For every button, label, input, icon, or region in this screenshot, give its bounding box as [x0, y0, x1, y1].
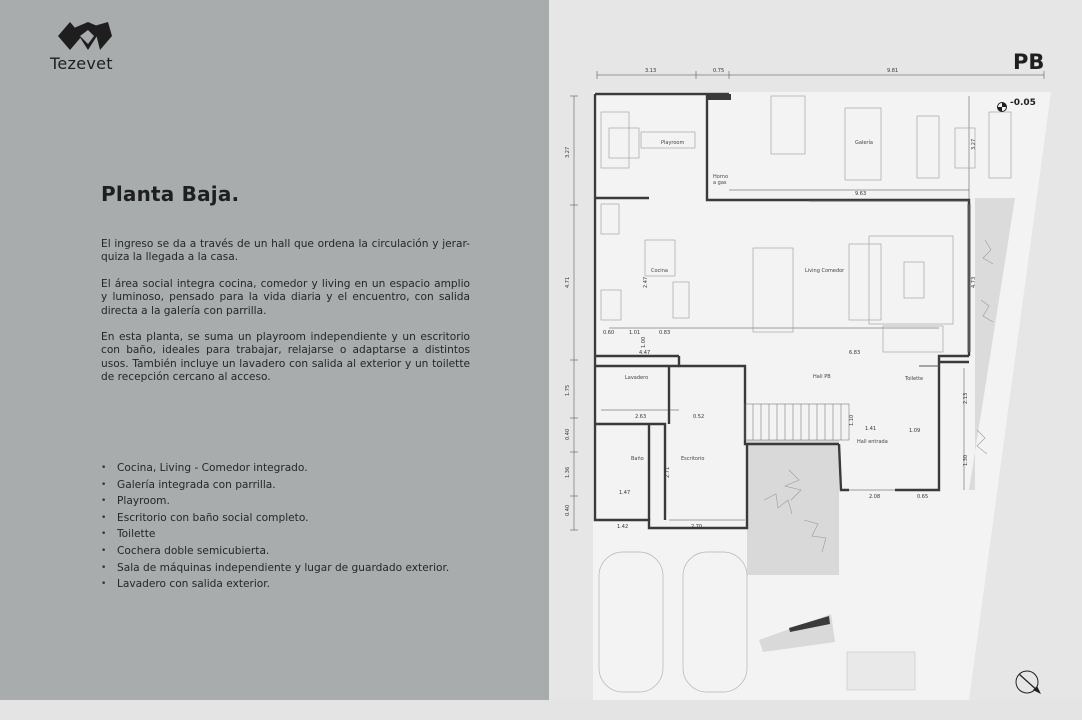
dimension-label: 1.01 [629, 330, 641, 336]
dimension-label: 1.42 [617, 524, 629, 530]
dimension-label: 1.47 [619, 490, 631, 496]
dimension-label: 0.60 [603, 330, 615, 336]
floor-plan [549, 0, 1082, 720]
dimension-label: 0.75 [713, 68, 725, 74]
room-label: Hall entrada [857, 439, 888, 445]
dimension-label: 0.83 [659, 330, 671, 336]
feature-item: • Toilette [101, 526, 449, 543]
dimension-label: 2.70 [691, 524, 703, 530]
feature-item: • Cochera doble semicubierta. [101, 543, 449, 560]
dimension-label: 0.52 [693, 414, 705, 420]
dimension-label: 2.47 [643, 276, 649, 288]
brand-name: Tezevet [50, 54, 113, 73]
dimension-label: 2.13 [963, 392, 969, 404]
feature-item: • Cocina, Living - Comedor integrado. [101, 460, 449, 477]
feature-item: • Sala de máquinas independiente y lugar de guardado exterior. [101, 560, 449, 577]
brand-logo [48, 20, 124, 76]
intro-paragraph: El área social integra cocina, comedor y living en un espacio amplio y luminoso, pensado para la vida diaria y el encuentro, con salida directa a la galería con parrilla. [101, 277, 470, 317]
room-label: Cocina [651, 268, 668, 274]
room-label: Living Comedor [805, 268, 845, 274]
dimension-label: 3.13 [645, 68, 657, 74]
intro-text [101, 238, 470, 398]
intro-paragraph: El ingreso se da a través de un hall que ordena la circulación y jerar-quiza la llegada a la casa. [101, 238, 470, 264]
dimension-label: 4.71 [565, 276, 571, 288]
dimension-label: 1.30 [963, 454, 969, 466]
garden [747, 440, 839, 575]
dimension-label: 3.27 [565, 146, 571, 158]
room-label: Toilette [905, 376, 924, 382]
dimension-label: 4.73 [971, 276, 977, 288]
room-label: Galería [855, 140, 873, 146]
room-label: Lavadero [625, 375, 649, 381]
features-list [101, 460, 449, 593]
page-title: Planta Baja. [101, 182, 240, 206]
dimension-label: 1.00 [641, 336, 647, 348]
dimension-label: 1.41 [865, 426, 877, 432]
feature-item: • Escritorio con baño social completo. [101, 510, 449, 527]
room-label: Escritorio [681, 456, 705, 462]
room-label: Baño [631, 456, 644, 462]
dimension-label: 2.71 [665, 466, 671, 478]
wall-block [707, 94, 731, 100]
level-marker-icon [998, 103, 1007, 112]
dimension-label: 2.63 [635, 414, 647, 420]
dimension-label: 4.47 [639, 350, 651, 356]
room-label: Playroom [661, 140, 685, 146]
feature-item: • Lavadero con salida exterior. [101, 576, 449, 593]
dimension-label: 1.75 [565, 384, 571, 396]
dimension-label: 1.10 [849, 414, 855, 426]
feature-item: • Playroom. [101, 493, 449, 510]
dimension-label: 2.08 [869, 494, 881, 500]
dimension-label: 9.81 [887, 68, 899, 74]
dimension-label: 6.83 [849, 350, 861, 356]
intro-paragraph: En esta planta, se suma un playroom independiente y un escritorio con baño, ideales para trabajar, relajarse o adaptarse a distintos usos. También incluye un lavadero con salida al exterior y un toilette de recepción cercano al acceso. [101, 331, 470, 384]
north-arrow-icon [1016, 671, 1041, 694]
level-mark: -0.05 [1010, 98, 1036, 108]
room-label: Horno [713, 174, 729, 180]
dimension-label: 0.40 [565, 504, 571, 516]
tezevet-logo-icon [56, 20, 114, 52]
storage-block [847, 652, 915, 690]
level-label: PB [1013, 50, 1045, 74]
dimension-label: 1.09 [909, 428, 921, 434]
room-label: Hall PB [813, 374, 831, 380]
dimension-label: 0.65 [917, 494, 929, 500]
dimension-label: 9.63 [855, 191, 867, 197]
dimension-label: 0.40 [565, 428, 571, 440]
room-label: a gas [713, 180, 727, 186]
feature-item: • Galería integrada con parrilla. [101, 477, 449, 494]
dimension-label: 1.36 [565, 466, 571, 478]
dimension-label: 3.27 [971, 138, 977, 150]
